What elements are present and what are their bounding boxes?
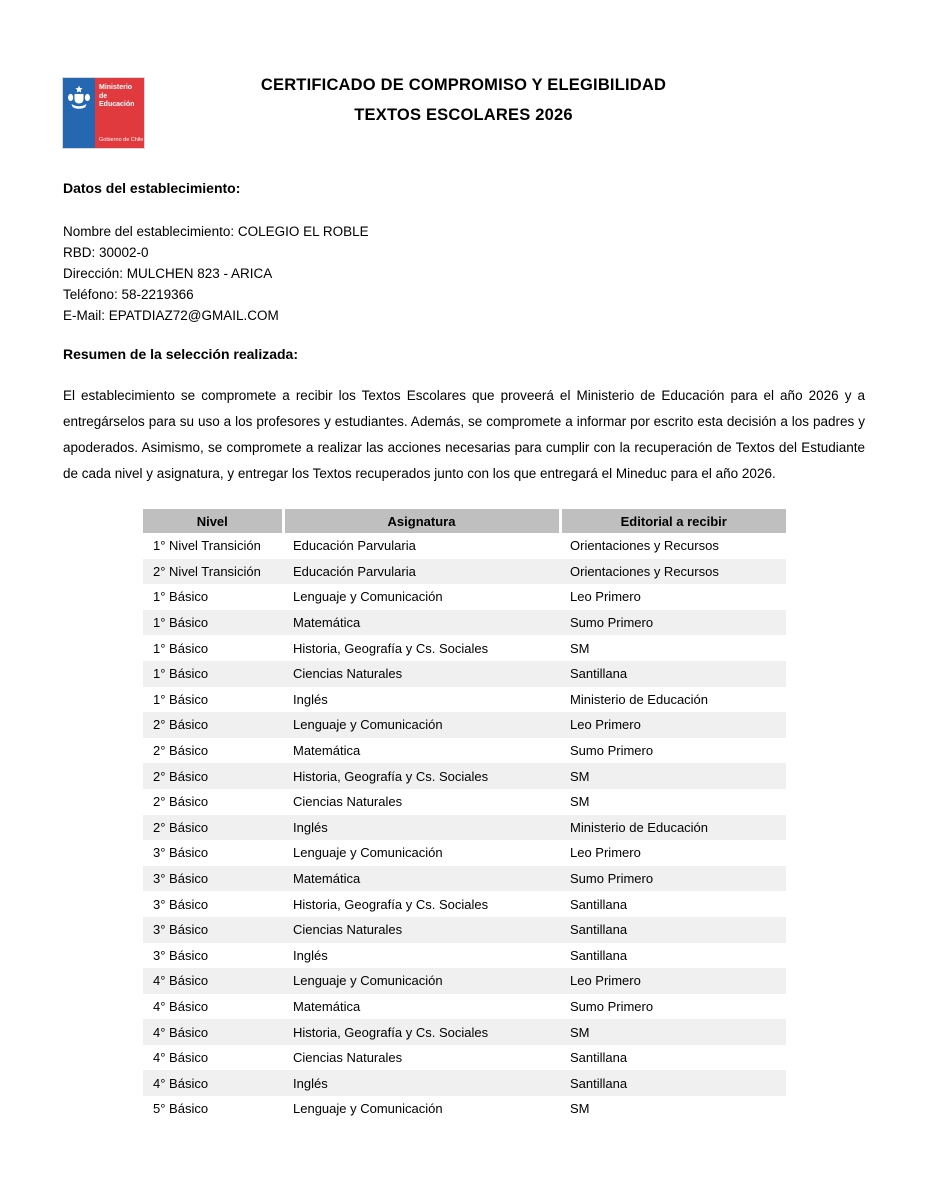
table-row bbox=[143, 891, 786, 917]
table-cell: 5° Básico bbox=[153, 1101, 209, 1117]
table-cell: 2° Básico bbox=[143, 815, 283, 841]
table-cell: 1° Básico bbox=[153, 640, 209, 656]
column-header-nivel: Nivel bbox=[143, 509, 283, 533]
commitment-paragraph: El establecimiento se compromete a recibir los Textos Escolares que proveerá el Ministerio de Educación para el año 2026 y a entregárselos para su uso a los profesores y estudiantes. Además, se compromete a informar por escrito esta decisión a los padres y apoderados. Asimismo, se compromete a realizar las acciones necesarias para cumplir con la recuperación de Textos del Estudiante de cada nivel y asignatura, y entregar los Textos recuperados junto con los que entregará el Mineduc para el año 2026. bbox=[63, 388, 865, 481]
table-cell: Santillana bbox=[570, 1050, 628, 1066]
table-cell: Educación Parvularia bbox=[283, 559, 560, 585]
summary-section-heading: Resumen de la selección realizada: bbox=[63, 346, 298, 362]
table-cell: Santillana bbox=[570, 896, 628, 912]
table-cell: Santillana bbox=[560, 917, 786, 943]
table-cell: 3° Básico bbox=[153, 896, 209, 912]
table-cell: 4° Básico bbox=[153, 998, 209, 1014]
table-cell: Ciencias Naturales bbox=[283, 917, 560, 943]
table-cell: Santillana bbox=[560, 1070, 786, 1096]
table-row bbox=[143, 1070, 786, 1096]
table-cell: 2° Básico bbox=[143, 712, 283, 738]
table-cell: 4° Básico bbox=[153, 1050, 209, 1066]
table-row bbox=[143, 584, 786, 610]
establishment-rbd-line: RBD: 30002-0 bbox=[63, 245, 149, 260]
table-cell: 2° Básico bbox=[143, 763, 283, 789]
table-cell: Inglés bbox=[293, 691, 328, 707]
table-cell: Sumo Primero bbox=[560, 866, 786, 892]
document-title-line2: TEXTOS ESCOLARES 2026 bbox=[354, 106, 573, 124]
table-row bbox=[143, 635, 786, 661]
table-cell: 2° Básico bbox=[153, 794, 209, 810]
establishment-info bbox=[63, 221, 369, 326]
table-row bbox=[143, 712, 786, 738]
table-row bbox=[143, 789, 786, 815]
table-cell: Ciencias Naturales bbox=[293, 794, 403, 810]
table-cell: 3° Básico bbox=[153, 947, 209, 963]
table-cell: SM bbox=[560, 763, 786, 789]
table-cell: SM bbox=[560, 1019, 786, 1045]
table-cell: Santillana bbox=[570, 947, 628, 963]
table-cell: 2° Básico bbox=[153, 743, 209, 759]
table-cell: Historia, Geografía y Cs. Sociales bbox=[283, 763, 560, 789]
table-row bbox=[143, 866, 786, 892]
table-row bbox=[143, 661, 786, 687]
table-row bbox=[143, 943, 786, 969]
table-cell: Santillana bbox=[560, 661, 786, 687]
table-cell: 3° Básico bbox=[143, 917, 283, 943]
table-cell: Orientaciones y Recursos bbox=[560, 559, 786, 585]
table-cell: SM bbox=[570, 640, 590, 656]
table-row bbox=[143, 763, 786, 789]
logo-government-label: Gobierno de Chile bbox=[99, 137, 144, 143]
table-cell: 2° Nivel Transición bbox=[143, 559, 283, 585]
table-row bbox=[143, 533, 786, 559]
table-row bbox=[143, 840, 786, 866]
table-row bbox=[143, 968, 786, 994]
table-cell: Orientaciones y Recursos bbox=[570, 538, 719, 554]
establishment-address-line: Dirección: MULCHEN 823 - ARICA bbox=[63, 266, 273, 281]
table-cell: Ministerio de Educación bbox=[570, 691, 709, 707]
table-cell: Lenguaje y Comunicación bbox=[293, 1101, 443, 1117]
table-row bbox=[143, 1096, 786, 1122]
table-cell: Historia, Geografía y Cs. Sociales bbox=[293, 896, 489, 912]
establishment-name-line: Nombre del establecimiento: COLEGIO EL ROBLE bbox=[63, 224, 369, 239]
establishment-section-heading: Datos del establecimiento: bbox=[63, 180, 241, 196]
table-cell: 1° Básico bbox=[153, 691, 209, 707]
table-row bbox=[143, 559, 786, 585]
document-title bbox=[0, 70, 927, 130]
textbook-selection-table bbox=[143, 509, 786, 1122]
table-cell: 4° Básico bbox=[143, 968, 283, 994]
table-header-row bbox=[143, 509, 786, 533]
table-cell: Leo Primero bbox=[570, 589, 641, 605]
table-cell: Lenguaje y Comunicación bbox=[293, 589, 443, 605]
table-cell: Historia, Geografía y Cs. Sociales bbox=[283, 1019, 560, 1045]
table-row bbox=[143, 917, 786, 943]
table-cell: Lenguaje y Comunicación bbox=[283, 968, 560, 994]
table-row bbox=[143, 1045, 786, 1071]
table-cell: Lenguaje y Comunicación bbox=[293, 845, 443, 861]
table-row bbox=[143, 1019, 786, 1045]
table-cell: SM bbox=[570, 794, 590, 810]
table-cell: Matemática bbox=[283, 610, 560, 636]
table-cell: Leo Primero bbox=[560, 712, 786, 738]
table-cell: Ministerio de Educación bbox=[560, 815, 786, 841]
document-title-line1: CERTIFICADO DE COMPROMISO Y ELEGIBILIDAD bbox=[260, 76, 667, 94]
establishment-email-line: E-Mail: EPATDIAZ72@GMAIL.COM bbox=[63, 308, 279, 323]
table-row bbox=[143, 815, 786, 841]
table-cell: Inglés bbox=[293, 947, 328, 963]
table-cell: Inglés bbox=[283, 815, 560, 841]
table-cell: Leo Primero bbox=[570, 845, 641, 861]
column-header-asignatura: Asignatura bbox=[283, 509, 560, 533]
textbook-table-body bbox=[143, 533, 786, 1122]
table-cell: Leo Primero bbox=[560, 968, 786, 994]
table-cell: 1° Básico bbox=[153, 589, 209, 605]
table-cell: Sumo Primero bbox=[570, 743, 654, 759]
table-row bbox=[143, 610, 786, 636]
table-cell: Matemática bbox=[283, 866, 560, 892]
column-header-editorial: Editorial a recibir bbox=[560, 509, 786, 533]
table-row bbox=[143, 687, 786, 713]
table-cell: 4° Básico bbox=[143, 1070, 283, 1096]
table-cell: Ciencias Naturales bbox=[293, 1050, 403, 1066]
logo-ministry-label: Ministerio de Educación bbox=[99, 84, 135, 108]
table-cell: Matemática bbox=[293, 998, 361, 1014]
table-cell: Educación Parvularia bbox=[293, 538, 416, 554]
table-row bbox=[143, 738, 786, 764]
table-cell: Matemática bbox=[293, 743, 361, 759]
table-row bbox=[143, 994, 786, 1020]
table-cell: Lenguaje y Comunicación bbox=[283, 712, 560, 738]
table-cell: 1° Básico bbox=[143, 661, 283, 687]
table-cell: 1° Nivel Transición bbox=[153, 538, 261, 554]
table-cell: 4° Básico bbox=[143, 1019, 283, 1045]
table-cell: 3° Básico bbox=[143, 866, 283, 892]
table-cell: Historia, Geografía y Cs. Sociales bbox=[293, 640, 489, 656]
table-cell: 1° Básico bbox=[143, 610, 283, 636]
table-cell: Inglés bbox=[283, 1070, 560, 1096]
table-cell: Sumo Primero bbox=[560, 610, 786, 636]
table-cell: Sumo Primero bbox=[570, 998, 654, 1014]
table-cell: SM bbox=[570, 1101, 590, 1117]
establishment-phone-line: Teléfono: 58-2219366 bbox=[63, 287, 194, 302]
table-cell: 3° Básico bbox=[153, 845, 209, 861]
table-cell: Ciencias Naturales bbox=[283, 661, 560, 687]
